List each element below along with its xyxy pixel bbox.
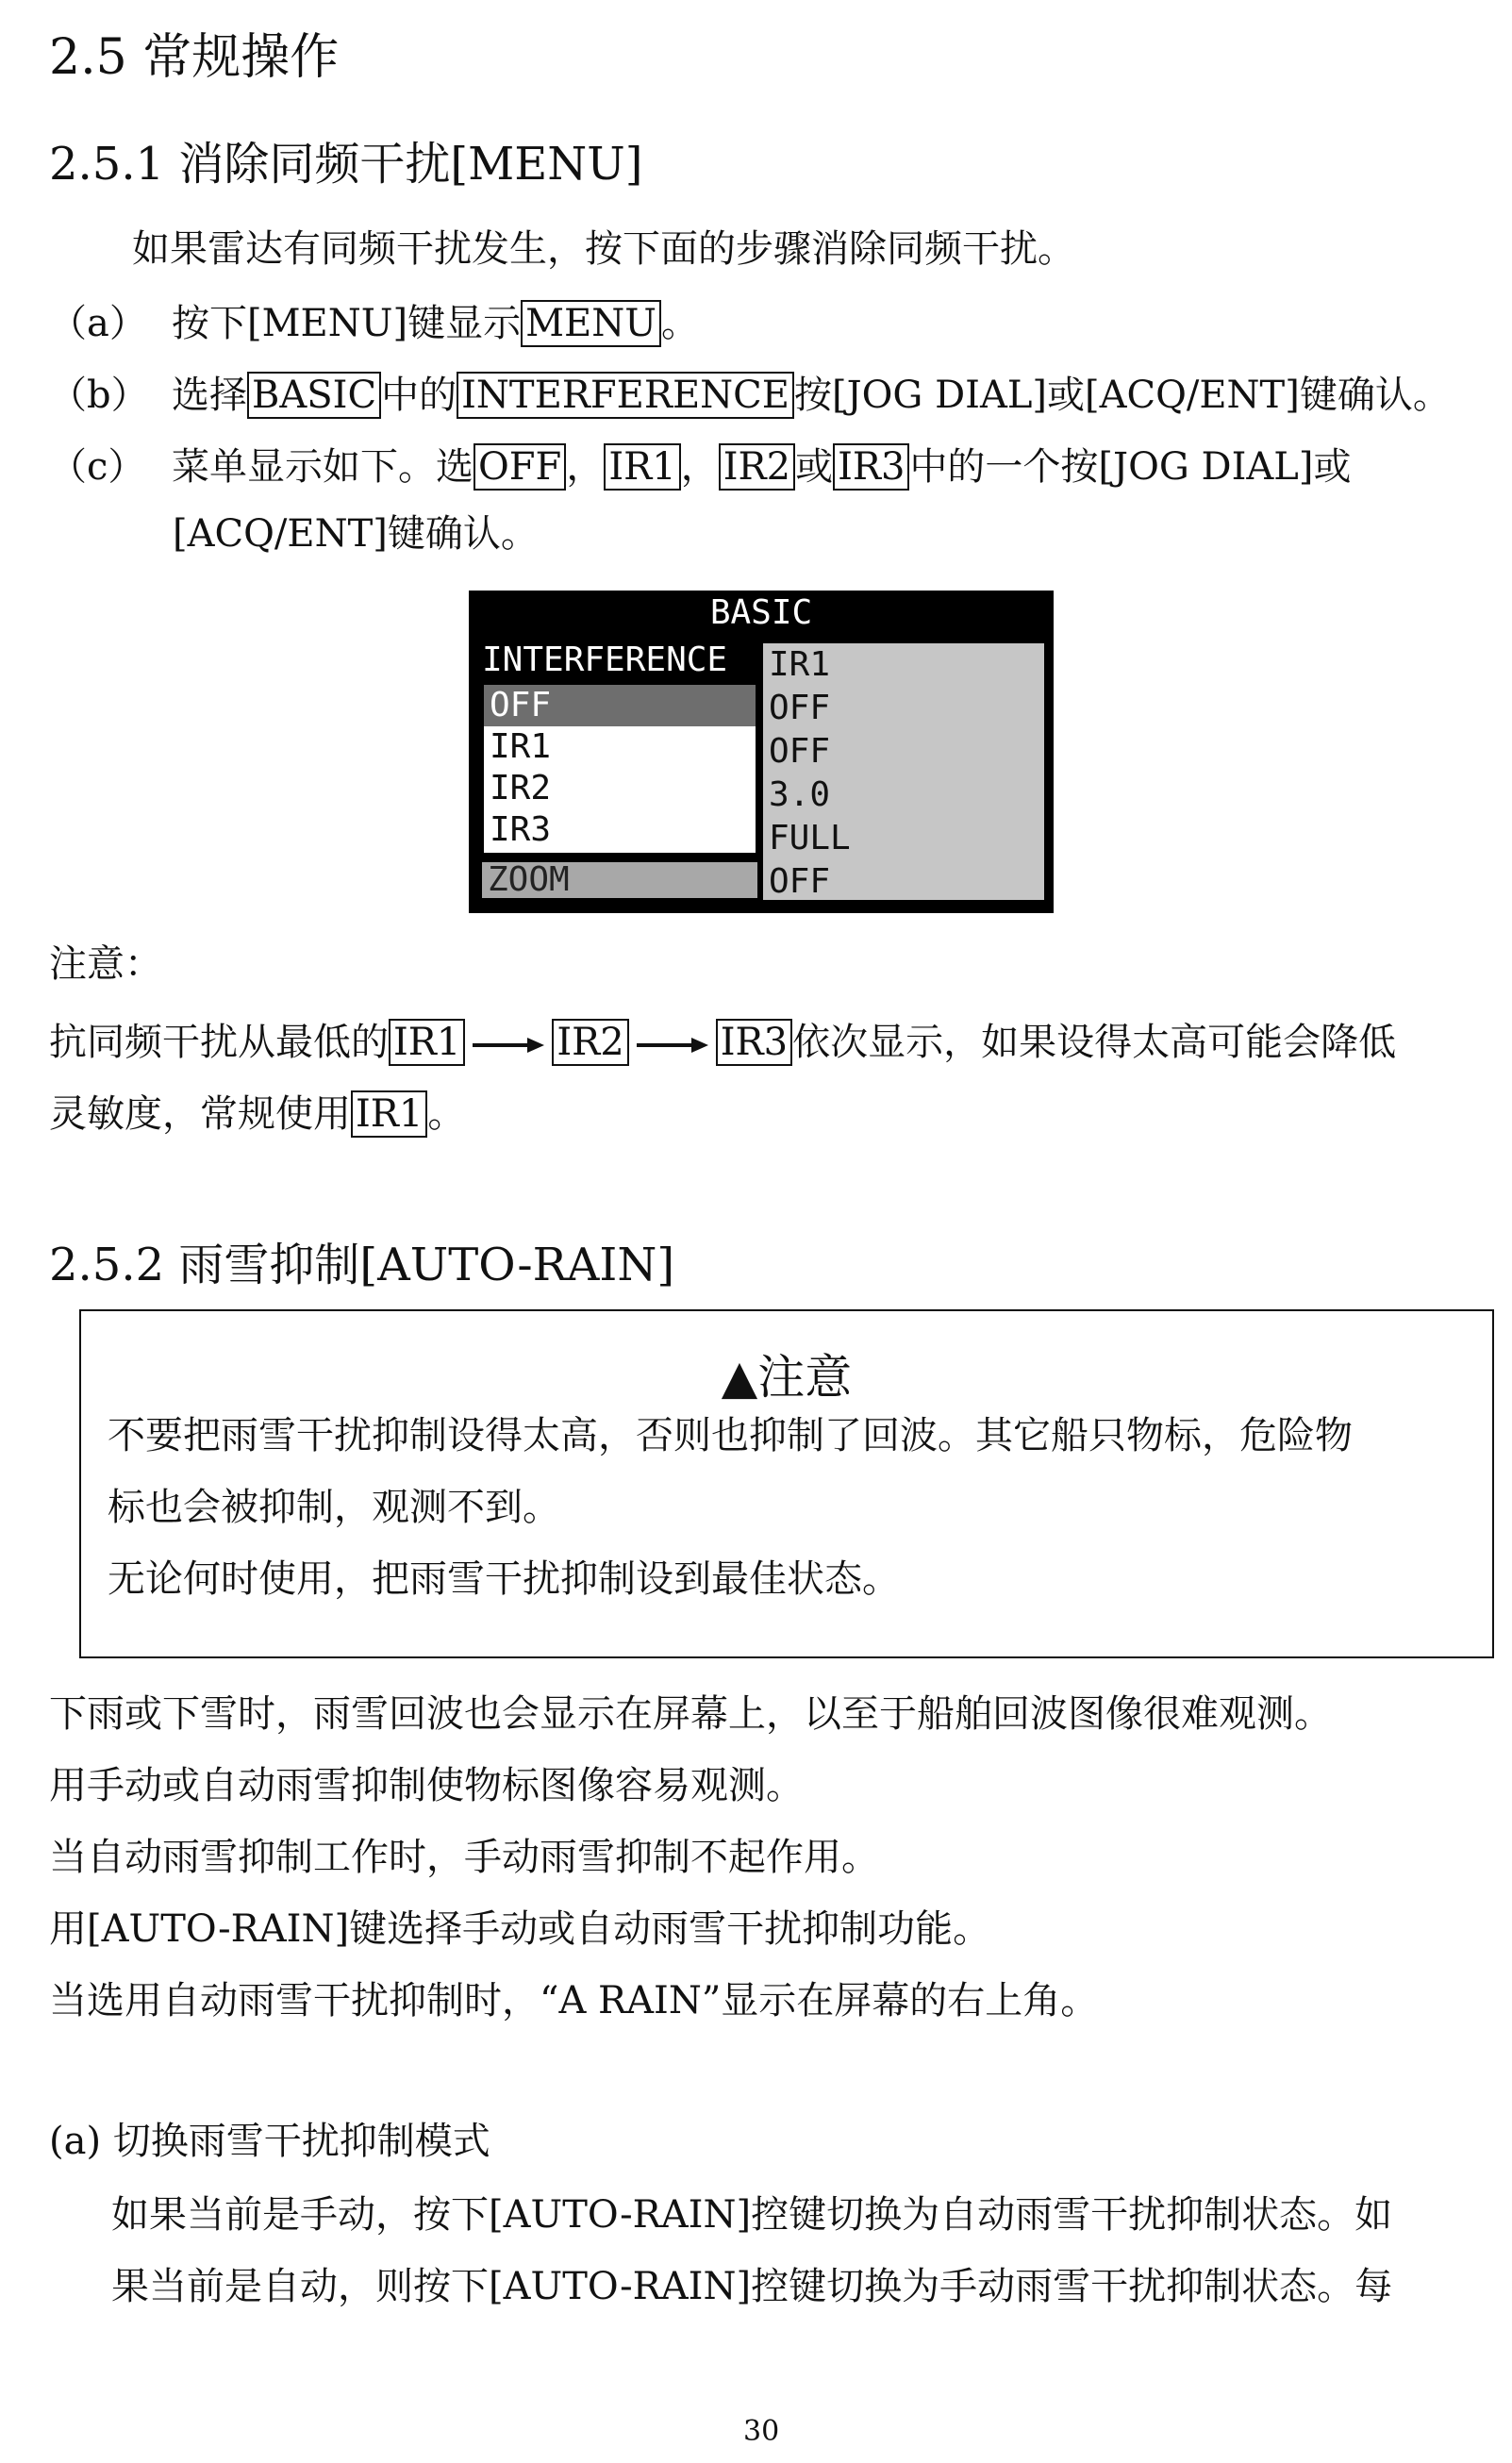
menu-value: OFF [769, 689, 831, 727]
intro-paragraph: 如果雷达有同频干扰发生，按下面的步骤消除同频干扰。 [132, 227, 1075, 271]
subsection-title-auto-rain: 2.5.2 雨雪抑制[AUTO-RAIN] [49, 1239, 675, 1291]
paragraph-line: 如果当前是手动，按下[AUTO-RAIN]控键切换为自动雨雪干扰抑制状态。如 [111, 2193, 1393, 2237]
step-label: （b） [49, 374, 149, 417]
step-label: （a） [49, 302, 147, 345]
subheading-a: (a) 切换雨雪干扰抑制模式 [49, 2120, 490, 2163]
paragraph-line: 用[AUTO-RAIN]键选择手动或自动雨雪干扰抑制功能。 [49, 1907, 991, 1951]
interference-boxed-label: INTERFERENCE [457, 372, 794, 419]
note-text: 。 [427, 1092, 466, 1136]
off-boxed-label: OFF [474, 443, 566, 491]
ir1-boxed-label: IR1 [389, 1019, 465, 1066]
step-text: 或 [795, 445, 834, 489]
radar-menu-screenshot [469, 591, 1054, 913]
paragraph-line: 当选用自动雨雪干扰抑制时，“A RAIN”显示在屏幕的右上角。 [49, 1979, 1099, 2022]
subsection-title-interference: 2.5.1 消除同频干扰[MENU] [49, 138, 643, 191]
menu-header: BASIC [709, 593, 813, 632]
option-ir1[interactable]: IR1 [490, 727, 552, 766]
note-line-1 [49, 1019, 1396, 1066]
menu-value: 3.0 [769, 775, 831, 814]
menu-value: OFF [769, 732, 831, 771]
page-number: 30 [743, 2415, 780, 2448]
step-text: 。 [660, 302, 699, 345]
step-text: 按[JOG DIAL]或[ACQ/ENT]键确认。 [793, 374, 1451, 417]
basic-boxed-label: BASIC [247, 372, 381, 419]
menu-value: FULL [769, 819, 851, 857]
note-text: 灵敏度，常规使用 [49, 1092, 351, 1136]
step-b [49, 372, 1451, 419]
step-text: 中的一个按[JOG DIAL]或 [909, 445, 1352, 489]
warning-line-3: 无论何时使用，把雨雪干扰抑制设到最佳状态。 [108, 1557, 900, 1601]
step-label: （c） [49, 445, 146, 489]
note-text: 依次显示，如果设得太高可能会降低 [792, 1021, 1397, 1064]
section-title: 2.5 常规操作 [49, 29, 340, 86]
step-text: ， [566, 445, 605, 489]
menu-item-zoom: ZOOM [482, 862, 757, 898]
step-c-continued: [ACQ/ENT]键确认。 [173, 512, 539, 556]
note-line-2 [49, 1090, 465, 1138]
ir2-boxed-label: IR2 [552, 1019, 628, 1066]
warning-line-2: 标也会被抑制，观测不到。 [108, 1486, 560, 1529]
ir3-boxed-label: IR3 [716, 1019, 792, 1066]
warning-title: ▲注意 [721, 1350, 853, 1405]
menu-caption: INTERFERENCE [482, 641, 728, 679]
ir2-boxed-label: IR2 [719, 443, 795, 491]
menu-value: OFF [769, 862, 831, 901]
step-text: ， [680, 445, 719, 489]
menu-left-panel [476, 636, 759, 900]
step-text: 选择 [172, 374, 247, 417]
paragraph-line: 当自动雨雪抑制工作时，手动雨雪抑制不起作用。 [49, 1836, 879, 1879]
step-c [49, 443, 1351, 491]
arrow-right-icon [637, 1037, 708, 1054]
paragraph-line: 用手动或自动雨雪抑制使物标图像容易观测。 [49, 1764, 804, 1807]
note-text: 抗同频干扰从最低的 [49, 1021, 389, 1064]
step-a [49, 300, 699, 347]
warning-box [79, 1309, 1494, 1658]
option-ir3[interactable]: IR3 [490, 810, 552, 849]
ir1-boxed-label: IR1 [604, 443, 680, 491]
menu-boxed-label: MENU [521, 300, 661, 347]
ir1-boxed-label: IR1 [351, 1090, 427, 1138]
step-text: 中的 [381, 374, 457, 417]
step-text: 按下[MENU]键显示 [172, 302, 522, 345]
menu-values-panel [763, 643, 1044, 900]
step-text: 菜单显示如下。选 [172, 445, 474, 489]
paragraph-line: 果当前是自动，则按下[AUTO-RAIN]控键切换为手动雨雪干扰抑制状态。每 [111, 2265, 1393, 2308]
menu-value: IR1 [769, 645, 831, 684]
note-label: 注意： [49, 942, 162, 986]
arrow-right-icon [473, 1037, 544, 1054]
paragraph-line: 下雨或下雪时，雨雪回波也会显示在屏幕上，以至于船舶回波图像很难观测。 [49, 1692, 1332, 1736]
option-off[interactable]: OFF [484, 685, 756, 726]
option-list [480, 681, 759, 857]
ir3-boxed-label: IR3 [833, 443, 909, 491]
option-ir2[interactable]: IR2 [490, 769, 552, 807]
warning-line-1: 不要把雨雪干扰抑制设得太高，否则也抑制了回波。其它船只物标，危险物 [108, 1414, 1353, 1457]
